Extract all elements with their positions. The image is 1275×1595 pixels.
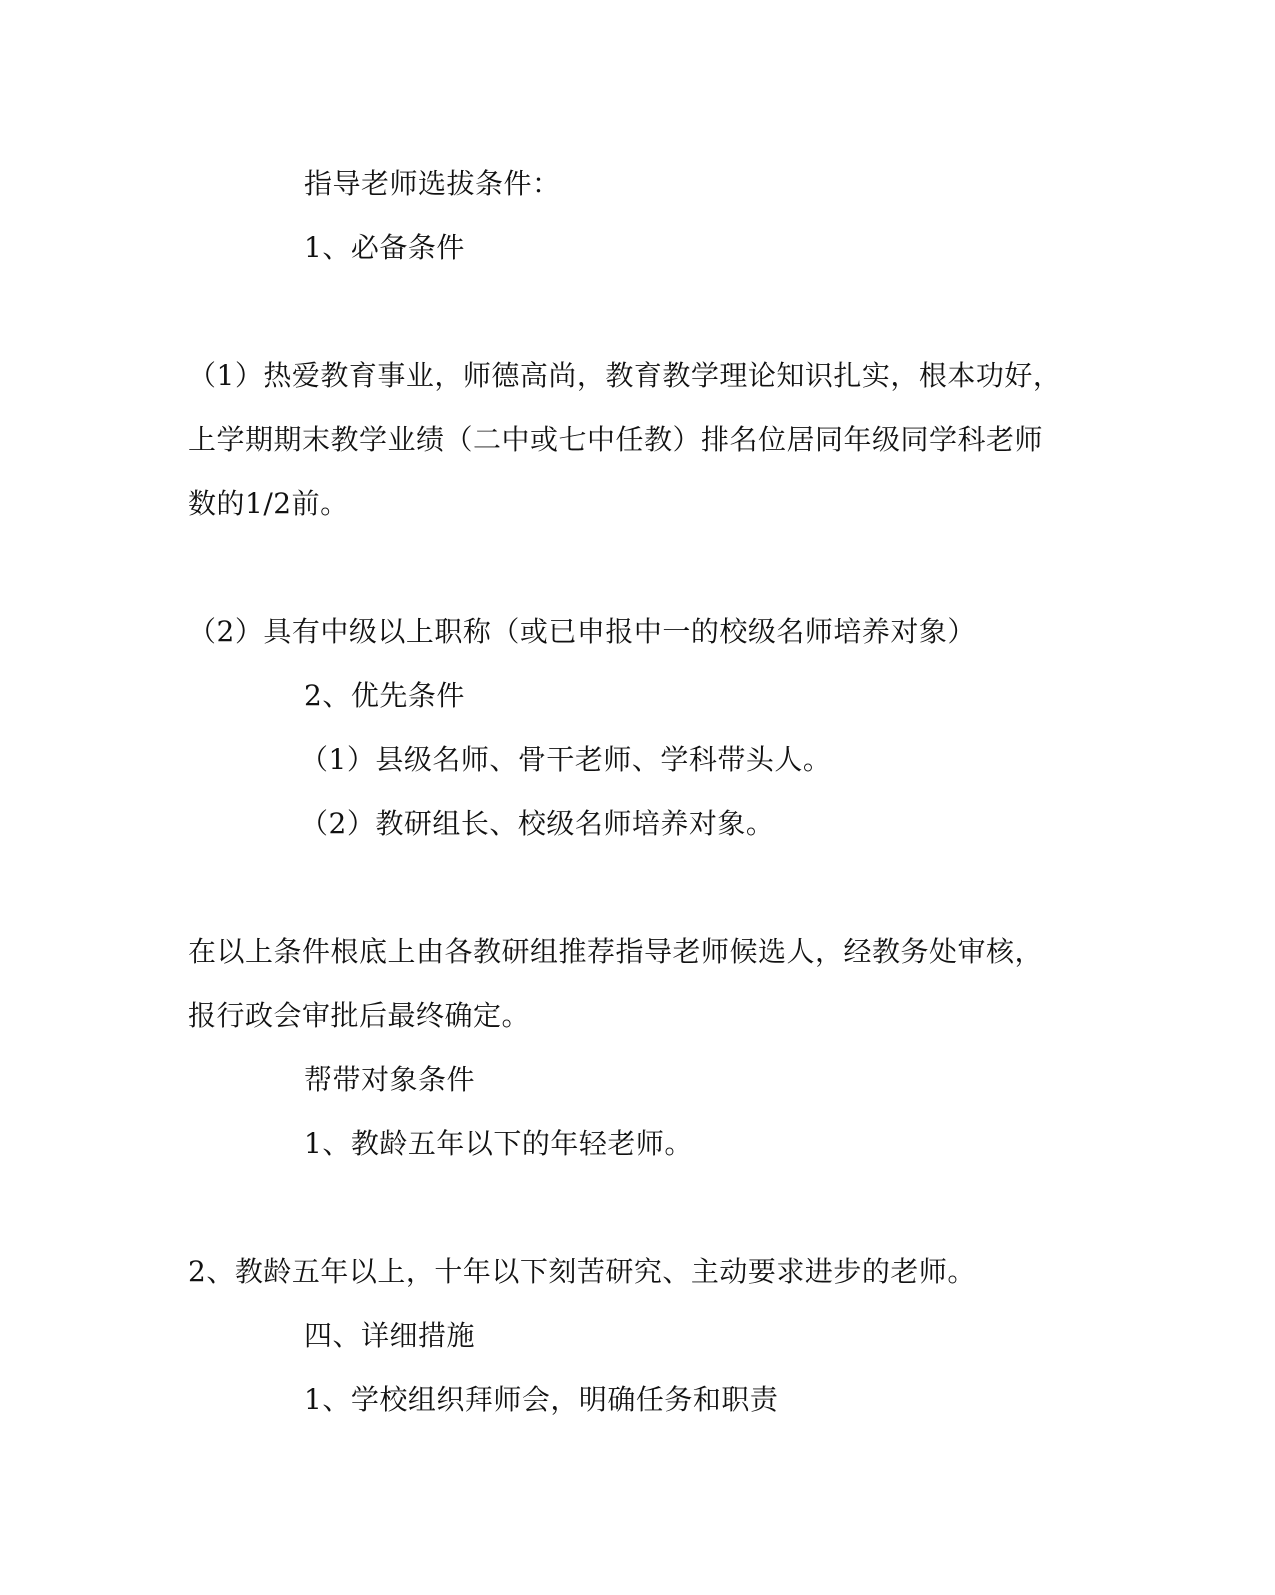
subheading-required-conditions: 1、必备条件 [304, 231, 465, 264]
list-item: （1）县级名师、骨干老师、学科带头人。 [300, 743, 832, 776]
paragraph-line: （1）热爱教育事业，师德高尚，教育教学理论知识扎实，根本功好， [188, 359, 1062, 392]
subheading-priority-conditions: 2、优先条件 [304, 679, 465, 712]
paragraph-line: 上学期期末教学业绩（二中或七中任教）排名位居同年级同学科老师 [188, 423, 1044, 456]
paragraph-line: 报行政会审批后最终确定。 [188, 999, 531, 1032]
list-item: 1、教龄五年以下的年轻老师。 [304, 1127, 693, 1160]
list-item: 1、学校组织拜师会，明确任务和职责 [304, 1383, 779, 1416]
paragraph-line: 数的1/2前。 [188, 487, 349, 520]
section-heading-mentor-criteria: 指导老师选拔条件： [304, 167, 561, 200]
section-heading-mentee-criteria: 帮带对象条件 [304, 1063, 476, 1096]
section-heading-measures: 四、详细措施 [304, 1319, 476, 1352]
paragraph-line: 在以上条件根底上由各教研组推荐指导老师候选人，经教务处审核， [188, 935, 1044, 968]
paragraph-line: （2）具有中级以上职称（或已申报中一的校级名师培养对象） [188, 615, 976, 648]
list-item: （2）教研组长、校级名师培养对象。 [300, 807, 775, 840]
list-item: 2、教龄五年以上，十年以下刻苦研究、主动要求进步的老师。 [188, 1255, 976, 1288]
